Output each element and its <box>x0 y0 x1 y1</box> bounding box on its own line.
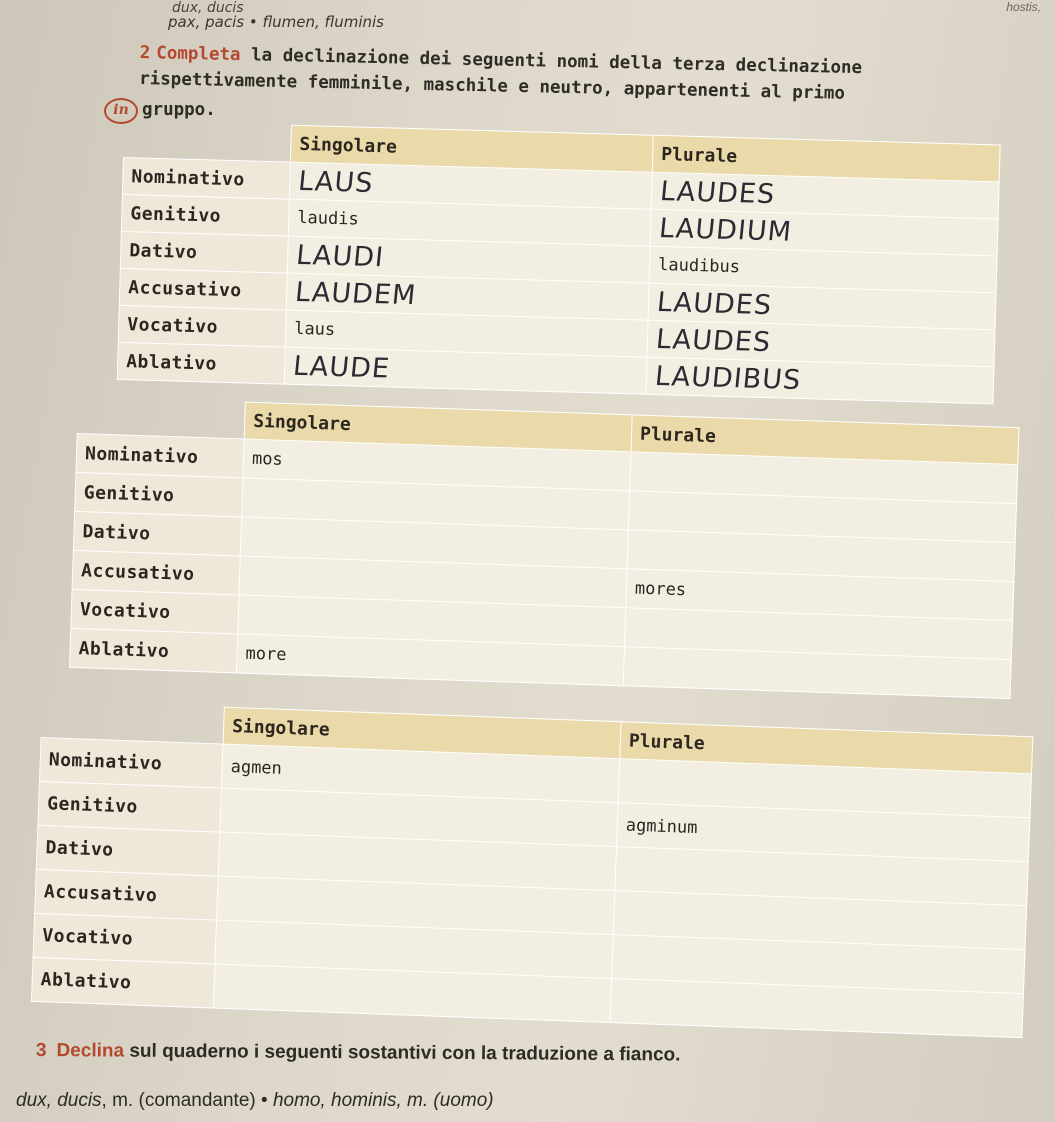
handwritten-answer: LAUDIBUS <box>653 360 803 396</box>
case-label: Genitivo <box>121 194 289 236</box>
handwritten-answer: LAUDES <box>655 286 774 321</box>
column-header-plurale: Plurale <box>652 135 1000 182</box>
case-label: Nominativo <box>40 737 223 788</box>
word-dux-gloss: , m. (comandante) • <box>101 1090 268 1111</box>
exercise-verb: Declina <box>56 1040 125 1062</box>
instruction-text: sul quaderno i seguenti sostantivi con la traduzione a fianco. <box>129 1040 681 1066</box>
instruction-line-2: rispettivamente femminile, maschile e neutro, appartenenti al primo <box>138 68 846 104</box>
case-label: Ablativo <box>117 342 285 384</box>
column-header-singolare: Singolare <box>290 125 653 172</box>
instruction-line-1: la declinazione dei seguenti nomi della terza declinazione <box>250 45 863 79</box>
singular-cell[interactable]: laus <box>285 310 648 357</box>
singular-cell[interactable]: more <box>236 634 624 686</box>
header-line-2: pax, pacis • flumen, fluminis <box>168 13 384 31</box>
case-label: Dativo <box>73 511 241 556</box>
in-badge-icon: in <box>104 98 138 124</box>
column-header-plurale: Plurale <box>631 415 1019 465</box>
handwritten-answer: LAUDE <box>291 350 392 384</box>
singular-cell[interactable]: laudis <box>288 199 651 246</box>
case-label: Ablativo <box>69 628 237 673</box>
exercise-number: 2 <box>139 42 151 64</box>
exercise-verb: Completa <box>156 43 241 66</box>
case-label: Accusativo <box>72 550 240 595</box>
singular-cell[interactable]: mos <box>243 439 631 491</box>
exercise-number: 3 <box>35 1040 47 1062</box>
declension-table-agmen <box>31 700 1033 1038</box>
exercise-3-instruction <box>36 1040 681 1066</box>
plural-cell[interactable]: laudibus <box>649 246 997 293</box>
column-header-singolare: Singolare <box>223 707 621 759</box>
case-label: Dativo <box>120 231 288 273</box>
instruction-line-3: gruppo. <box>142 100 216 120</box>
declension-table-mos <box>69 396 1020 699</box>
plural-cell[interactable]: agminum <box>617 803 1030 862</box>
column-header-singolare: Singolare <box>244 402 632 452</box>
case-label: Genitivo <box>38 781 221 832</box>
case-label: Genitivo <box>75 472 243 517</box>
handwritten-answer: LAUDES <box>658 175 777 210</box>
word-dux: dux, ducis <box>16 1090 102 1111</box>
case-label: Nominativo <box>122 157 290 199</box>
case-label: Accusativo <box>35 869 218 920</box>
case-label: Accusativo <box>119 268 287 310</box>
column-header-plurale: Plurale <box>620 722 1033 774</box>
case-label: Vocativo <box>33 913 216 964</box>
singular-cell[interactable]: agmen <box>221 744 619 803</box>
handwritten-answer: LAUS <box>296 165 375 199</box>
case-label: Nominativo <box>76 433 244 478</box>
declension-table-laus <box>117 120 1001 404</box>
handwritten-answer: LAUDES <box>654 323 773 358</box>
corner-note: hostis, <box>1006 0 1041 14</box>
handwritten-answer: LAUDIUM <box>657 212 794 248</box>
exercise-3-words <box>16 1090 636 1112</box>
case-label: Dativo <box>36 825 219 876</box>
word-homo: homo, hominis, m. (uomo) <box>272 1090 494 1111</box>
plural-cell[interactable]: mores <box>626 569 1014 621</box>
case-label: Ablativo <box>31 957 214 1008</box>
handwritten-answer: LAUDI <box>294 239 386 273</box>
case-label: Vocativo <box>71 589 239 634</box>
header-line-1: dux, ducis <box>172 0 244 16</box>
case-label: Vocativo <box>118 305 286 347</box>
handwritten-answer: LAUDEM <box>293 276 418 311</box>
exercise-2-instruction <box>139 40 1020 110</box>
